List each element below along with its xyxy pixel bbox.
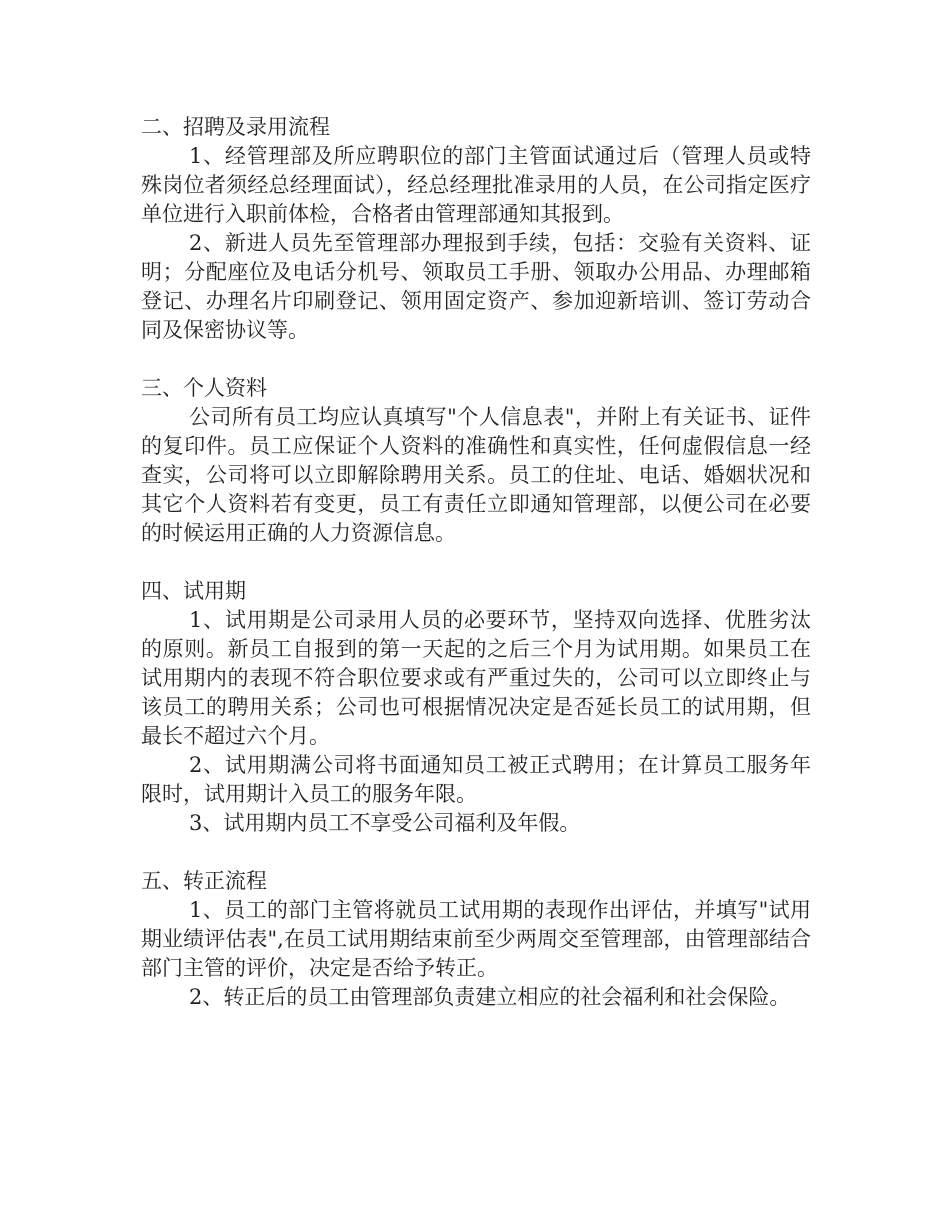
paragraph: 公司所有员工均应认真填写"个人信息表"，并附上有关证书、证件的复印件。员工应保证个人资料的准确性和真实性，任何虚假信息一经查实，公司将可以立即解除聘用关系。员工的住址、电话、婚姻状况和其它个人资料若有变更，员工有责任立即通知管理部，以便公司在必要的时候运用正确的人力资源信息。 [141, 405, 811, 545]
paragraph: 2、转正后的员工由管理部负责建立相应的社会福利和社会保险。 [189, 985, 791, 1009]
section-heading: 四、试用期 [141, 579, 246, 603]
section-spacer [141, 345, 811, 374]
paragraph: 2、试用期满公司将书面通知员工被正式聘用；在计算员工服务年限时，试用期计入员工的服务年限。 [141, 753, 811, 806]
section-recruitment [141, 113, 811, 345]
document-body [141, 113, 811, 1012]
paragraph: 1、经管理部及所应聘职位的部门主管面试通过后（管理人员或特殊岗位者须经总经理面试），经总经理批准录用的人员，在公司指定医疗单位进行入职前体检，合格者由管理部通知其报到。 [141, 144, 811, 226]
section-spacer [141, 548, 811, 577]
paragraph: 1、试用期是公司录用人员的必要环节，坚持双向选择、优胜劣汰的原则。新员工自报到的第一天起的之后三个月为试用期。如果员工在试用期内的表现不符合职位要求或有严重过失的，公司可以立即终止与该员工的聘用关系；公司也可根据情况决定是否延长员工的试用期，但最长不超过六个月。 [141, 608, 811, 748]
section-confirmation [141, 867, 811, 1012]
section-spacer [141, 838, 811, 867]
paragraph: 2、新进人员先至管理部办理报到手续，包括：交验有关资料、证明；分配座位及电话分机号、领取员工手册、领取办公用品、办理邮箱登记、办理名片印刷登记、领用固定资产、参加迎新培训、签订劳动合同及保密协议等。 [141, 231, 811, 342]
section-heading: 三、个人资料 [141, 376, 267, 400]
paragraph: 3、试用期内员工不享受公司福利及年假。 [189, 811, 581, 835]
paragraph: 1、员工的部门主管将就员工试用期的表现作出评估，并填写"试用期业绩评估表",在员工试用期结束前至少两周交至管理部，由管理部结合部门主管的评价，决定是否给予转正。 [141, 898, 811, 980]
section-probation [141, 577, 811, 838]
section-personal-info [141, 374, 811, 548]
section-heading: 五、转正流程 [141, 869, 267, 893]
section-heading: 二、招聘及录用流程 [141, 115, 330, 139]
